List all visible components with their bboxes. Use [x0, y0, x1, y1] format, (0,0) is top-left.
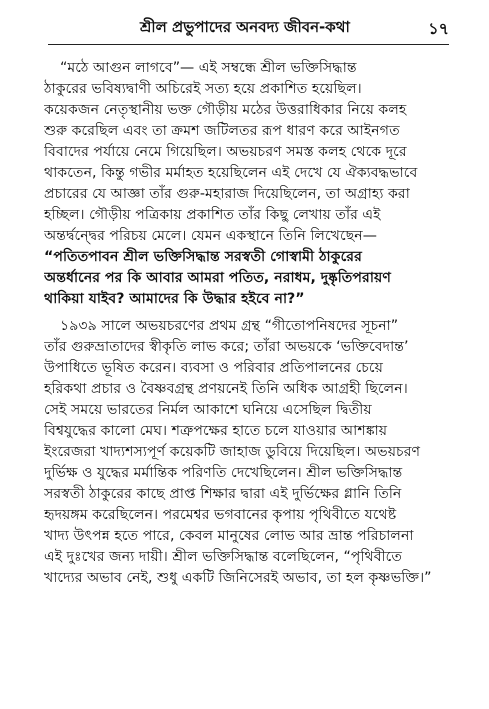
- page-number: ১৭: [428, 19, 449, 38]
- quote-line: অন্তর্ধানের পর কি আবার আমরা পতিত, নরাধম, দুষ্কৃতিপরায়ণ: [44, 270, 391, 286]
- quote-line: থাকিয়া যাইব? আমাদের কি উদ্ধার হইবে না?”: [44, 291, 305, 307]
- text-line: থাকতেন, কিন্তু গভীর মর্মাহত হয়েছিলেন এই দেখে যে ঐক্যবদ্ধভাবে: [44, 165, 418, 181]
- text-line: বিশ্বযুদ্ধের কালো মেঘ। শত্রুপক্ষের হাতে চলে যাওয়ার আশঙ্কায়: [44, 423, 388, 439]
- text-line: খাদ্য উৎপন্ন হতে পারে, কেবল মানুষের লোভ আর ভ্রান্ত পরিচালনা: [44, 528, 414, 544]
- text-line: দুর্ভিক্ষ ও যুদ্ধের মর্মান্তিক পরিণতি দেখেছিলেন। শ্রীল ভক্তিসিদ্ধান্ত: [44, 465, 403, 481]
- text-line: “মঠে আগুন লাগবে”— এই সম্বন্ধে শ্রীল ভক্তিসিদ্ধান্ত: [60, 60, 357, 76]
- block-quote: [44, 247, 454, 310]
- header-divider: [48, 44, 449, 45]
- text-line: ইংরেজরা খাদ্যশস্যপূর্ণ কয়েকটি জাহাজ ডুবিয়ে দিয়েছিল। অভয়চরণ: [44, 444, 421, 460]
- text-line: উপাধিতে ভূষিত করেন। ব্যবসা ও পরিবার প্রতিপালনের চেয়ে: [44, 360, 383, 376]
- paragraph-1: [44, 58, 454, 247]
- text-line: সেই সময়ে ভারতের নির্মল আকাশে ঘনিয়ে এসেছিল দ্বিতীয়: [44, 402, 372, 418]
- text-line: সরস্বতী ঠাকুরের কাছে প্রাপ্ত শিক্ষার দ্বারা এই দুর্ভিক্ষের গ্লানি তিনি: [44, 486, 402, 502]
- text-line: ঠাকুরের ভবিষ্যদ্বাণী অচিরেই সত্য হয়ে প্রকাশিত হয়েছিল।: [44, 81, 362, 97]
- text-line: বিবাদের পর্যায়ে নেমে গিয়েছিল। অভয়চরণ সমস্ত কলহ থেকে দূরে: [44, 144, 407, 160]
- page-header: [0, 14, 489, 42]
- text-line: প্রচারের যে আজ্ঞা তাঁর গুরু-মহারাজ দিয়েছিলেন, তা অগ্রাহ্য করা: [44, 186, 410, 202]
- body-text: [44, 58, 454, 589]
- text-line: অন্তর্দ্বন্দ্বের পরিচয় মেলে। যেমন একস্থানে তিনি লিখেছেন—: [44, 228, 377, 244]
- text-line: কয়েকজন নেতৃস্থানীয় ভক্ত গৌড়ীয় মঠের উত্তরাধিকার নিয়ে কলহ: [44, 102, 407, 118]
- paragraph-2: [44, 316, 454, 589]
- text-line: তাঁর গুরুভ্রাতাদের স্বীকৃতি লাভ করে; তাঁরা অভয়কে ‘ভক্তিবেদান্ত’: [44, 339, 409, 355]
- quote-line: “পতিতপাবন শ্রীল ভক্তিসিদ্ধান্ত সরস্বতী গোস্বামী ঠাকুরের: [44, 249, 362, 265]
- running-title: শ্রীল প্রভুপাদের অনবদ্য জীবন-কথা: [140, 18, 350, 36]
- text-line: হৃদয়ঙ্গম করেছিলেন। পরমেশ্বর ভগবানের কৃপায় পৃথিবীতে যথেষ্ট: [44, 507, 397, 523]
- text-line: খাদ্যের অভাব নেই, শুধু একটি জিনিসেরই অভাব, তা হল কৃষ্ণভক্তি।”: [44, 570, 432, 586]
- text-line: হচ্ছিল। গৌড়ীয় পত্রিকায় প্রকাশিত তাঁর কিছু লেখায় তাঁর এই: [44, 207, 381, 223]
- text-line: হরিকথা প্রচার ও বৈষ্ণবগ্রন্থ প্রণয়নেই তিনি অধিক আগ্রহী ছিলেন।: [44, 381, 408, 397]
- text-line: এই দুঃখের জন্য দায়ী। শ্রীল ভক্তিসিদ্ধান্ত বলেছিলেন, “পৃথিবীতে: [44, 549, 402, 565]
- text-line: ১৯৩৯ সালে অভয়চরণের প্রথম গ্রন্থ “গীতোপনিষদের সূচনা”: [60, 318, 399, 334]
- text-line: শুরু করেছিল এবং তা ক্রমশ জটিলতর রূপ ধারণ করে আইনগত: [44, 123, 400, 139]
